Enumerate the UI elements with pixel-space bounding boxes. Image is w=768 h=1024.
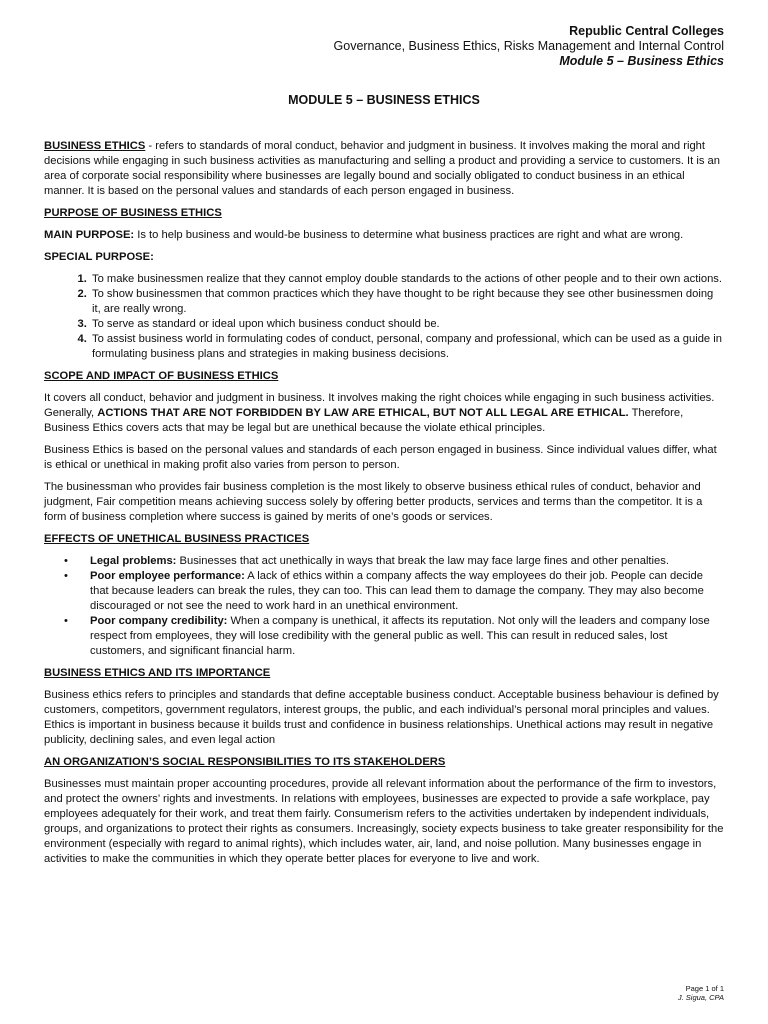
bullet-icon: •: [64, 570, 68, 582]
social-heading: AN ORGANIZATION’S SOCIAL RESPONSIBILITIES TO ITS STAKEHOLDERS: [44, 756, 446, 768]
scope-text-b: Therefore, Business Ethics covers acts that may be legal but are unethical because the violate ethical principles.: [44, 407, 684, 434]
bullet-icon: •: [64, 555, 68, 567]
header-org: Republic Central Colleges: [569, 24, 724, 38]
page-header: [334, 24, 724, 69]
social-paragraph: Businesses must maintain proper accounting procedures, provide all relevant information about the performance of the firm to investors, and protect the owners’ rights and investments. In relations with employees, businesses are expected to provide a safe workplace, pay employees adequately for their work, and treat them fairly. Consumerism refers to the activities undertaken by independent individuals, groups, and organizations to protect their rights as consumers. Increasingly, society expects business to take greater responsibility for the environment (especially with regard to animal rights), which includes water, air, land, and noise pollution. Many businesses engage in activities to make the communities in which they operate better places for everyone to live and work.: [44, 778, 724, 865]
list-item: [64, 554, 724, 569]
document-body: [44, 139, 724, 874]
effect-label: Poor company credibility:: [90, 615, 228, 627]
footer-author: J. Sigua, CPA: [677, 993, 724, 1002]
page-number: Page 1 of 1: [685, 984, 724, 993]
list-item: 4. To assist business world in formulating codes of conduct, personal, company and professional, which can be used as a guide in formulating business plans and strategies in making business decisions.: [90, 332, 724, 362]
effect-text: A lack of ethics within a company affects the way employees do their job. People can decide that because leaders can break the rules, they can too. This can lead them to damage the company. They may also become discouraged or not see the need to work hard in an unethical environment.: [90, 570, 704, 612]
list-item: 2. To show businessmen that common practices which they have thought to be right because they see other businessmen doing it, are really wrong.: [90, 287, 724, 317]
list-item: 3. To serve as standard or ideal upon which business conduct should be.: [90, 317, 724, 332]
main-purpose-label: MAIN PURPOSE:: [44, 229, 135, 241]
effect-text: Businesses that act unethically in ways that break the law may face large fines and other penalties.: [176, 555, 669, 567]
bullet-icon: •: [64, 615, 68, 627]
main-purpose-text: Is to help business and would-be business to determine what business practices are right and what are wrong.: [134, 229, 684, 241]
purpose-heading: PURPOSE OF BUSINESS ETHICS: [44, 207, 222, 219]
scope-heading: SCOPE AND IMPACT OF BUSINESS ETHICS: [44, 370, 279, 382]
effects-heading: EFFECTS OF UNETHICAL BUSINESS PRACTICES: [44, 533, 310, 545]
definition-paragraph: [44, 139, 724, 199]
main-purpose-paragraph: [44, 228, 724, 243]
page-title: MODULE 5 – BUSINESS ETHICS: [288, 93, 480, 107]
special-purpose-label: SPECIAL PURPOSE:: [44, 251, 154, 263]
list-item: 1. To make businessmen realize that they cannot employ double standards to the actions of other people and to their own actions.: [90, 272, 724, 287]
scope-emphasis: ACTIONS THAT ARE NOT FORBIDDEN BY LAW ARE ETHICAL, BUT NOT ALL LEGAL ARE ETHICAL.: [97, 407, 629, 419]
page-footer: [678, 984, 724, 1002]
scope-paragraph-1: [44, 391, 724, 436]
effect-label: Legal problems:: [90, 555, 177, 567]
definition-term: BUSINESS ETHICS: [44, 140, 146, 152]
importance-heading: BUSINESS ETHICS AND ITS IMPORTANCE: [44, 667, 271, 679]
effect-label: Poor employee performance:: [90, 570, 245, 582]
special-purpose-list: [44, 272, 724, 362]
effects-list: [44, 554, 724, 659]
effect-text: When a company is unethical, it affects its reputation. Not only will the leaders and company lose respect from employees, they will lose credibility with the general public as well. This can result in reduced sales, lost customers, and significant financial harm.: [90, 615, 710, 657]
scope-paragraph-3: The businessman who provides fair business completion is the most likely to observe business ethical rules of conduct, behavior and judgment, Fair competition means achieving success solely by offering better products, services and terms than the competitor. It is a form of business completion where success is gained by merits of one’s goods or services.: [44, 481, 703, 523]
scope-paragraph-2: Business Ethics is based on the personal values and standards of each person engaged in business. Since individual values differ, what is ethical or unethical in making profit also varies from person to person.: [44, 444, 717, 471]
list-item: [64, 614, 724, 659]
scope-text-a: It covers all conduct, behavior and judgment in business. It involves making the right choices while engaging in such business activities. Generally,: [44, 392, 715, 419]
definition-text: - refers to standards of moral conduct, behavior and judgment in business. It involves making the moral and right decisions while engaging in such business activities as manufacturing and selling a product and providing a service to customers. It is an area of corporate social responsibility where businesses are legally bound and socially obligated to conduct business in an ethical manner. It is based on the personal values and standards of each person engaged in business.: [44, 140, 720, 197]
header-module: Module 5 – Business Ethics: [559, 54, 724, 68]
header-course: Governance, Business Ethics, Risks Management and Internal Control: [333, 39, 724, 53]
list-item: [64, 569, 724, 614]
importance-paragraph: Business ethics refers to principles and standards that define acceptable business conduct. Acceptable business behaviour is defined by customers, competitors, government regulators, interest groups, the public, and each individual’s personal moral principles and values. Ethics is important in business because it builds trust and confidence in business relationships. Unethical actions may result in negative publicity, declining sales, and even legal action: [44, 689, 719, 746]
